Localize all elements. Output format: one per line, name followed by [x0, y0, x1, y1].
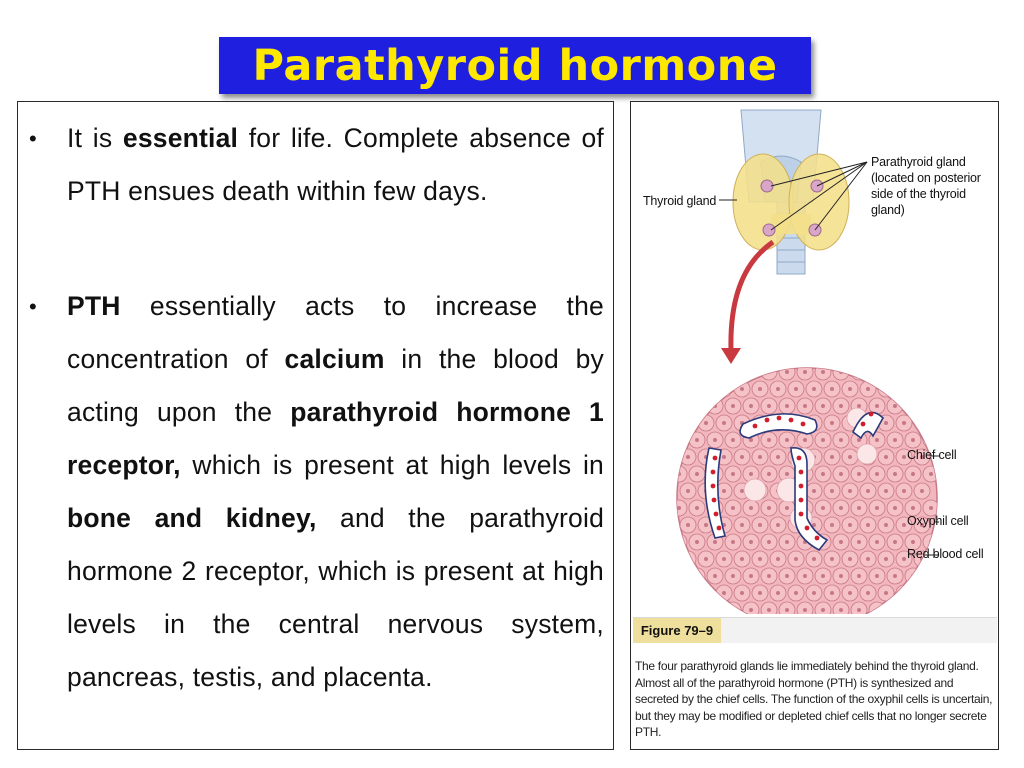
cell-nucleus-shape	[812, 387, 816, 391]
cell-nucleus-shape	[749, 574, 753, 578]
bold-term: essential	[122, 123, 239, 153]
cell-nucleus-shape	[704, 557, 708, 561]
bold-term: parathyroid hormone 1 receptor,	[67, 397, 604, 480]
chief-cell-shape	[725, 602, 741, 614]
cell-nucleus-shape	[839, 574, 843, 578]
cell-nucleus-shape	[803, 438, 807, 442]
cell-nucleus-shape	[704, 523, 708, 527]
cell-nucleus-shape	[740, 455, 744, 459]
cell-nucleus-shape	[749, 370, 753, 374]
cell-nucleus-shape	[929, 506, 933, 510]
cell-nucleus-shape	[677, 540, 681, 544]
cell-nucleus-shape	[713, 370, 717, 374]
chief-cell-shape	[923, 602, 939, 614]
text-panel	[17, 101, 614, 750]
bullet-dot-icon: •	[29, 126, 37, 151]
cell-nucleus-shape	[929, 438, 933, 442]
cell-nucleus-shape	[848, 455, 852, 459]
cell-nucleus-shape	[821, 608, 825, 612]
chief-cell-shape	[671, 398, 687, 414]
cell-nucleus-shape	[758, 387, 762, 391]
cell-nucleus-shape	[866, 523, 870, 527]
cell-nucleus-shape	[776, 557, 780, 561]
chief-cell-shape	[671, 568, 687, 584]
cell-nucleus-shape	[803, 574, 807, 578]
cell-nucleus-shape	[848, 387, 852, 391]
cell-nucleus-shape	[785, 506, 789, 510]
cell-nucleus-shape	[875, 404, 879, 408]
cell-nucleus-shape	[695, 608, 699, 612]
cell-nucleus-shape	[785, 438, 789, 442]
cell-nucleus-shape	[830, 557, 834, 561]
cell-nucleus-shape	[704, 421, 708, 425]
cell-nucleus-shape	[857, 404, 861, 408]
cell-nucleus-shape	[758, 455, 762, 459]
cell-nucleus-shape	[848, 523, 852, 527]
cell-nucleus-shape	[902, 421, 906, 425]
tissue-section	[671, 364, 939, 614]
cell-nucleus-shape	[857, 608, 861, 612]
cell-nucleus-shape	[731, 370, 735, 374]
label-red-blood-cell: Red blood cell	[907, 547, 984, 561]
cell-nucleus-shape	[704, 387, 708, 391]
curved-arrow	[731, 242, 773, 350]
cell-nucleus-shape	[794, 591, 798, 595]
cell-nucleus-shape	[830, 387, 834, 391]
cell-nucleus-shape	[740, 489, 744, 493]
cell-nucleus-shape	[749, 404, 753, 408]
cell-nucleus-shape	[740, 387, 744, 391]
cell-nucleus-shape	[695, 438, 699, 442]
cell-nucleus-shape	[830, 421, 834, 425]
cell-nucleus-shape	[857, 506, 861, 510]
cell-nucleus-shape	[776, 387, 780, 391]
cell-nucleus-shape	[893, 574, 897, 578]
chief-cell-shape	[671, 364, 687, 380]
cell-nucleus-shape	[911, 608, 915, 612]
cell-nucleus-shape	[920, 489, 924, 493]
bold-term: bone and kidney,	[67, 503, 317, 533]
chief-cell-shape	[914, 415, 930, 431]
figure-header	[633, 617, 997, 643]
cell-nucleus-shape	[731, 574, 735, 578]
cell-nucleus-shape	[695, 506, 699, 510]
cell-nucleus-shape	[902, 523, 906, 527]
cell-nucleus-shape	[794, 387, 798, 391]
cell-nucleus-shape	[686, 591, 690, 595]
cell-nucleus-shape	[884, 455, 888, 459]
cell-nucleus-shape	[686, 489, 690, 493]
chief-cell-shape	[716, 381, 732, 397]
cell-nucleus-shape	[839, 608, 843, 612]
cell-nucleus-shape	[767, 438, 771, 442]
chief-cell-shape	[680, 551, 696, 567]
cell-nucleus-shape	[713, 438, 717, 442]
cell-nucleus-shape	[677, 608, 681, 612]
cell-nucleus-shape	[911, 540, 915, 544]
cell-nucleus-shape	[677, 506, 681, 510]
cell-nucleus-shape	[704, 591, 708, 595]
cell-nucleus-shape	[785, 608, 789, 612]
cell-nucleus-shape	[875, 370, 879, 374]
cell-nucleus-shape	[812, 557, 816, 561]
chief-cell-shape	[698, 381, 714, 397]
cell-nucleus-shape	[767, 540, 771, 544]
cell-nucleus-shape	[902, 455, 906, 459]
cell-nucleus-shape	[857, 438, 861, 442]
cell-nucleus-shape	[776, 591, 780, 595]
cell-nucleus-shape	[929, 370, 933, 374]
cell-nucleus-shape	[722, 421, 726, 425]
cell-nucleus-shape	[677, 370, 681, 374]
cell-nucleus-shape	[911, 404, 915, 408]
cell-nucleus-shape	[902, 557, 906, 561]
cell-nucleus-shape	[785, 404, 789, 408]
cell-nucleus-shape	[794, 557, 798, 561]
cell-nucleus-shape	[722, 387, 726, 391]
cell-nucleus-shape	[740, 591, 744, 595]
cell-nucleus-shape	[695, 540, 699, 544]
cell-nucleus-shape	[920, 591, 924, 595]
cell-nucleus-shape	[911, 370, 915, 374]
cell-nucleus-shape	[866, 591, 870, 595]
chief-cell-shape	[689, 602, 705, 614]
cell-nucleus-shape	[893, 506, 897, 510]
cell-nucleus-shape	[848, 557, 852, 561]
cell-nucleus-shape	[785, 540, 789, 544]
cell-nucleus-shape	[776, 523, 780, 527]
cell-nucleus-shape	[884, 523, 888, 527]
cell-nucleus-shape	[821, 438, 825, 442]
cell-nucleus-shape	[731, 506, 735, 510]
cell-nucleus-shape	[911, 438, 915, 442]
cell-nucleus-shape	[722, 591, 726, 595]
chief-cell-shape	[671, 602, 687, 614]
cell-nucleus-shape	[776, 455, 780, 459]
cell-nucleus-shape	[911, 472, 915, 476]
cell-nucleus-shape	[929, 608, 933, 612]
cell-nucleus-shape	[893, 370, 897, 374]
chief-cell-shape	[680, 585, 696, 601]
cell-nucleus-shape	[758, 523, 762, 527]
cell-nucleus-shape	[686, 455, 690, 459]
cell-nucleus-shape	[839, 540, 843, 544]
label-thyroid-gland: Thyroid gland	[643, 194, 717, 208]
cell-nucleus-shape	[677, 574, 681, 578]
cell-nucleus-shape	[920, 421, 924, 425]
slide-title: Parathyroid hormone	[252, 40, 778, 91]
chief-cell-shape	[689, 364, 705, 380]
cell-nucleus-shape	[893, 438, 897, 442]
cell-nucleus-shape	[677, 438, 681, 442]
cell-nucleus-shape	[731, 438, 735, 442]
cell-nucleus-shape	[722, 489, 726, 493]
cell-nucleus-shape	[686, 557, 690, 561]
chief-cell-shape	[905, 398, 921, 414]
cell-nucleus-shape	[722, 455, 726, 459]
cell-nucleus-shape	[884, 557, 888, 561]
cell-nucleus-shape	[731, 404, 735, 408]
cell-nucleus-shape	[695, 472, 699, 476]
cell-nucleus-shape	[875, 472, 879, 476]
cell-nucleus-shape	[695, 404, 699, 408]
cell-nucleus-shape	[875, 438, 879, 442]
bullet-item	[29, 280, 604, 704]
cell-nucleus-shape	[857, 370, 861, 374]
cell-nucleus-shape	[713, 574, 717, 578]
cell-nucleus-shape	[839, 472, 843, 476]
figure-number: Figure 79–9	[633, 618, 721, 643]
cell-nucleus-shape	[785, 472, 789, 476]
label-chief-cell: Chief cell	[907, 448, 957, 462]
cell-nucleus-shape	[731, 608, 735, 612]
chief-cell-shape	[905, 602, 921, 614]
chief-cell-shape	[905, 364, 921, 380]
cell-nucleus-shape	[857, 472, 861, 476]
cell-nucleus-shape	[758, 557, 762, 561]
cell-nucleus-shape	[740, 523, 744, 527]
cell-nucleus-shape	[803, 608, 807, 612]
cell-nucleus-shape	[749, 608, 753, 612]
chief-cell-shape	[680, 415, 696, 431]
cell-nucleus-shape	[713, 540, 717, 544]
cell-nucleus-shape	[731, 472, 735, 476]
cell-nucleus-shape	[767, 506, 771, 510]
cell-nucleus-shape	[767, 472, 771, 476]
figure-panel	[630, 101, 999, 750]
cell-nucleus-shape	[812, 489, 816, 493]
cell-nucleus-shape	[749, 506, 753, 510]
cell-nucleus-shape	[893, 472, 897, 476]
cell-nucleus-shape	[821, 574, 825, 578]
cell-nucleus-shape	[866, 557, 870, 561]
cell-nucleus-shape	[821, 472, 825, 476]
cell-nucleus-shape	[848, 591, 852, 595]
cell-nucleus-shape	[812, 591, 816, 595]
cell-nucleus-shape	[839, 438, 843, 442]
bold-term: PTH	[67, 291, 121, 321]
cell-nucleus-shape	[929, 404, 933, 408]
cell-nucleus-shape	[839, 506, 843, 510]
chief-cell-shape	[887, 602, 903, 614]
cell-nucleus-shape	[686, 387, 690, 391]
cell-nucleus-shape	[785, 574, 789, 578]
cell-nucleus-shape	[830, 591, 834, 595]
chief-cell-shape	[896, 381, 912, 397]
cell-nucleus-shape	[866, 489, 870, 493]
cell-nucleus-shape	[875, 506, 879, 510]
chief-cell-shape	[869, 364, 885, 380]
chief-cell-shape	[671, 432, 687, 448]
cell-nucleus-shape	[731, 540, 735, 544]
cell-nucleus-shape	[785, 370, 789, 374]
cell-nucleus-shape	[830, 523, 834, 527]
chief-cell-shape	[725, 364, 741, 380]
cell-nucleus-shape	[857, 574, 861, 578]
cell-nucleus-shape	[884, 489, 888, 493]
cell-nucleus-shape	[875, 540, 879, 544]
cell-nucleus-shape	[767, 404, 771, 408]
bullet-dot-icon: •	[29, 294, 37, 319]
cell-nucleus-shape	[686, 523, 690, 527]
chief-cell-shape	[923, 568, 939, 584]
cell-nucleus-shape	[695, 574, 699, 578]
cell-nucleus-shape	[929, 574, 933, 578]
chief-cell-shape	[707, 602, 723, 614]
bullet-item	[29, 112, 604, 218]
bullet-text: PTH essentially acts to increase the concentration of calcium in the blood by acting upon the parathyroid hormone 1 receptor, which is present at high levels in bone and kidney, and the parathyroid hormone 2 receptor, which is present at high levels in the central nervous system, pancreas, testis, and placenta.	[67, 291, 605, 692]
cell-nucleus-shape	[803, 370, 807, 374]
chief-cell-shape	[914, 585, 930, 601]
cell-nucleus-shape	[686, 421, 690, 425]
cell-nucleus-shape	[866, 387, 870, 391]
cell-nucleus-shape	[893, 608, 897, 612]
cell-nucleus-shape	[767, 608, 771, 612]
chief-cell-shape	[887, 364, 903, 380]
cell-nucleus-shape	[902, 489, 906, 493]
cell-nucleus-shape	[749, 472, 753, 476]
cell-nucleus-shape	[821, 370, 825, 374]
cell-nucleus-shape	[848, 489, 852, 493]
chief-cell-shape	[914, 381, 930, 397]
chief-cell-shape	[851, 364, 867, 380]
cell-nucleus-shape	[713, 608, 717, 612]
cell-nucleus-shape	[830, 455, 834, 459]
cell-nucleus-shape	[830, 489, 834, 493]
cell-nucleus-shape	[695, 370, 699, 374]
cell-nucleus-shape	[884, 421, 888, 425]
cell-nucleus-shape	[740, 557, 744, 561]
cell-nucleus-shape	[839, 404, 843, 408]
chief-cell-shape	[896, 585, 912, 601]
cell-nucleus-shape	[722, 557, 726, 561]
cell-nucleus-shape	[893, 540, 897, 544]
cell-nucleus-shape	[767, 574, 771, 578]
cell-nucleus-shape	[749, 540, 753, 544]
bullet-text: It is essential for life. Complete absence of PTH ensues death within few days.	[67, 123, 604, 206]
cell-nucleus-shape	[884, 387, 888, 391]
cell-nucleus-shape	[902, 591, 906, 595]
label-parathyroid-gland: Parathyroid gland (located on posterior side of the thyroid gland)	[871, 155, 981, 217]
cell-nucleus-shape	[857, 540, 861, 544]
cell-nucleus-shape	[893, 404, 897, 408]
chief-cell-shape	[680, 381, 696, 397]
cell-nucleus-shape	[821, 404, 825, 408]
cell-nucleus-shape	[929, 472, 933, 476]
chief-cell-shape	[923, 364, 939, 380]
cell-nucleus-shape	[758, 591, 762, 595]
cell-nucleus-shape	[749, 438, 753, 442]
bold-term: calcium	[284, 344, 385, 374]
cell-nucleus-shape	[911, 506, 915, 510]
cell-nucleus-shape	[884, 591, 888, 595]
cell-nucleus-shape	[803, 404, 807, 408]
cell-nucleus-shape	[902, 387, 906, 391]
cell-nucleus-shape	[677, 404, 681, 408]
chief-cell-shape	[923, 432, 939, 448]
arrow-head-icon	[721, 348, 741, 364]
cell-nucleus-shape	[821, 506, 825, 510]
figure-caption: The four parathyroid glands lie immediately behind the thyroid gland. Almost all of the parathyroid hormone (PTH) is synthesized and secreted by the chief cells. The function of the oxyphil cells is uncertain, but they may be modified or depleted chief cells that no longer secrete PTH.	[635, 659, 993, 739]
chief-cell-shape	[707, 364, 723, 380]
cell-nucleus-shape	[920, 387, 924, 391]
label-oxyphil-cell: Oxyphil cell	[907, 514, 969, 528]
chief-cell-shape	[923, 398, 939, 414]
chief-cell-shape	[689, 398, 705, 414]
cell-nucleus-shape	[875, 574, 879, 578]
title-banner	[219, 37, 811, 94]
